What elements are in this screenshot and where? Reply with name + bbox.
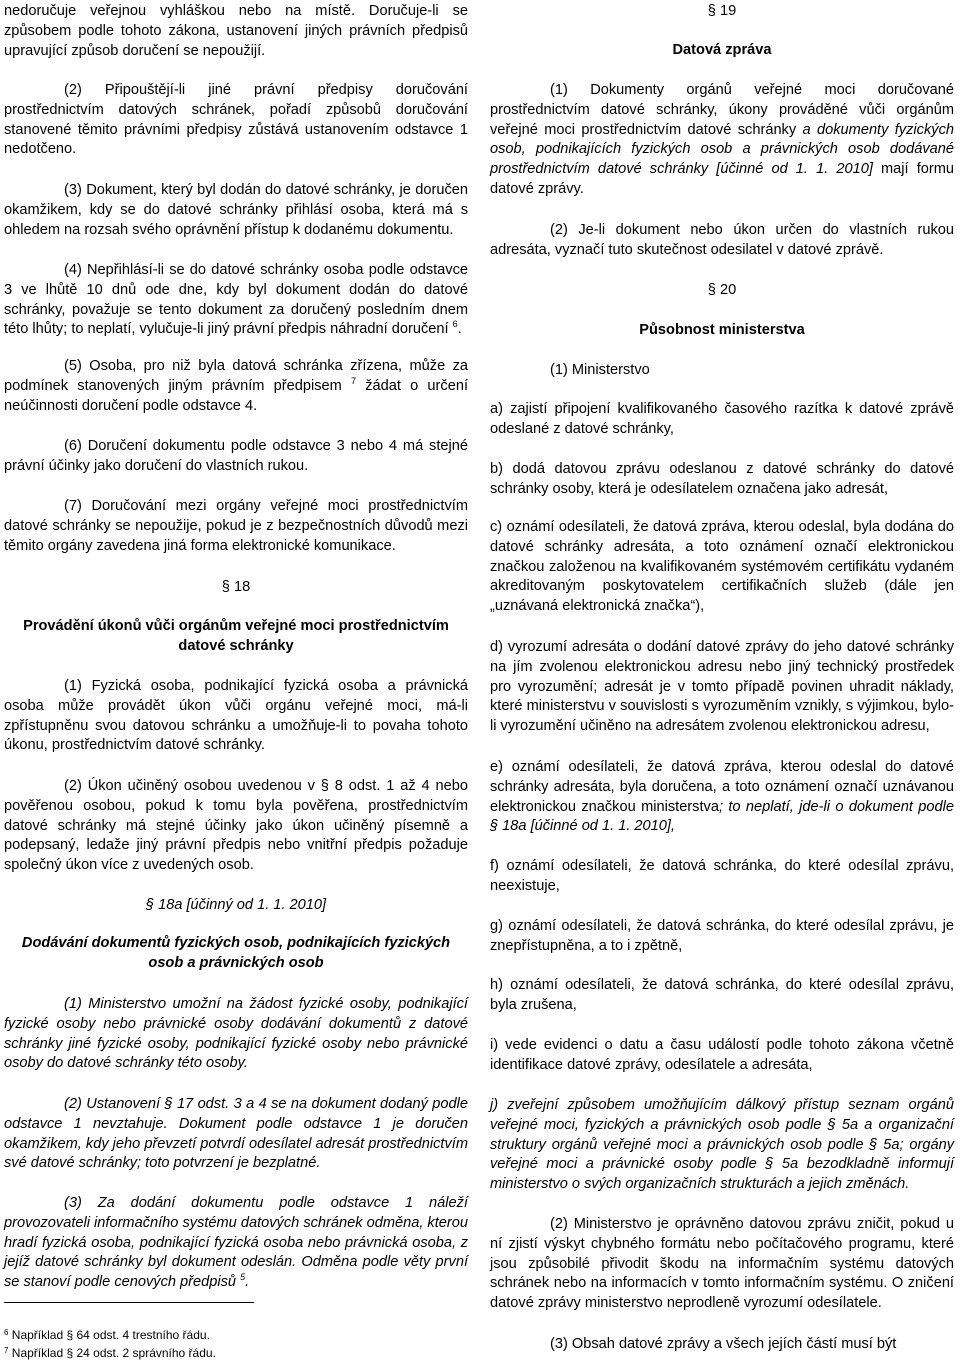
s17-paragraph-5 bbox=[4, 357, 468, 416]
s17-paragraph-7: (7) Doručování mezi orgány veřejné moci prostřednictvím datové schránky se nepoužije, pokud je z bezpečnostních důvodů mezi těmito orgány zavedena jiná forma elektronické komunikace. bbox=[4, 498, 468, 554]
section-19-title: Datová zpráva bbox=[672, 42, 772, 58]
s18a-p3-end: . bbox=[245, 1274, 250, 1291]
s19-paragraph-2: (2) Je-li dokument nebo úkon určen do vlastních rukou adresáta, vyznačí tuto skutečnost odesilatel v datové zprávě. bbox=[490, 222, 954, 258]
s20-item-a: a) zajistí připojení kvalifikovaného časového razítka k datové zprávě odeslané z datové schránky, bbox=[490, 401, 954, 437]
s19-p1-text-c: mají formu datové zprávy. bbox=[490, 161, 955, 197]
s19-paragraph-1 bbox=[490, 81, 954, 200]
section-18-number: § 18 bbox=[221, 579, 251, 595]
footnote-6-number: 6 bbox=[4, 1328, 9, 1337]
s18-paragraph-2: (2) Úkon učiněný osobou uvedenou v § 8 odst. 1 až 4 nebo pověřenou osobou, pokud k tomu byla pověřena, prostřednictvím datové schránky má stejné účinky jako úkon učiněný písemně a podepsaný, ledaže jiný právní předpis nebo vnitřní předpis požaduje společný úkon více z uvedených osob. bbox=[4, 778, 468, 874]
s20-item-c: c) oznámí odesílateli, že datová zpráva, kterou odeslal, byla dodána do datové schránky adresáta, a toto oznámení označí elektronickou značkou založenou na kvalifikovaném systémovém certifikátu vydaném akreditovaným poskytovatelem certifikačních služeb (dále jen „uznávaná elektronická značka“), bbox=[490, 519, 954, 615]
footnote-7 bbox=[4, 1345, 216, 1361]
intro-paragraph: nedoručuje veřejnou vyhláškou nebo na místě. Doručuje-li se způsobem podle tohoto zákona, ustanovení jiných právních předpisů upravující způsob doručení se nepoužijí. bbox=[4, 3, 468, 59]
s20-item-i: i) vede evidenci o datu a času událostí podle tohoto zákona včetně identifikace datové zprávy, odesílatele a adresáta, bbox=[490, 1037, 954, 1073]
s17-p4-end: . bbox=[457, 321, 462, 338]
s17-p5-text-b: žádat o určení neúčinnosti doručení podle odstavce 4. bbox=[4, 377, 468, 414]
s17-p4-text: (4) Nepřihlásí-li se do datové schránky osoba podle odstavce 3 ve lhůtě 10 dnů ode dne, kdy byl dokument dodán do datové schránky, považuje se tento dokument za doručený posledním dnem této lhůty; to neplatí, vylučuje-li jiný právní předpis náhradní doručení bbox=[4, 262, 468, 338]
s18a-paragraph-1: (1) Ministerstvo umožní na žádost fyzické osoby, podnikající fyzické osoby nebo právnické osoby dodávání dokumentů z datové schránky jiné fyzické osoby, podnikající fyzické osoby nebo právnické osoby do datové schránky této osoby. bbox=[4, 996, 468, 1072]
footnote-7-text: Například § 24 odst. 2 správního řádu. bbox=[8, 1346, 216, 1360]
footnote-7-number: 7 bbox=[4, 1346, 9, 1355]
s17-paragraph-2: (2) Připouštějí-li jiné právní předpisy doručování prostřednictvím datových schránek, pořadí způsobů doručování stanovené těmito právními předpisy zůstává ustanovením odstavce 1 nedotčeno. bbox=[4, 82, 468, 158]
s20-item-b: b) dodá datovou zprávu odeslanou z datové schránky do datové schránky osoby, která je odesílatelem označena jako adresát, bbox=[490, 461, 954, 497]
s20-item-d: d) vyrozumí adresáta o dodání datové zprávy do jeho datové schránky na jím zvolenou elektronickou adresu nebo jiný technický prostředek pro vyrozumění; adresát je v tomto případě povinen uhradit náklady, které ministerstvu v souvislosti s vyrozuměním vznikly, s výjimkou, bylo-li vyrozumění učiněno na adresátem zvolenou elektronickou adresu, bbox=[490, 639, 954, 735]
section-18a-number: § 18a [účinný od 1. 1. 2010] bbox=[145, 897, 327, 913]
s17-paragraph-3: (3) Dokument, který byl dodán do datové schránky, je doručen okamžikem, kdy se do datové schránky přihlásí osoba, která má s ohledem na rozsah svého oprávnění přístup k dodanému dokumentu. bbox=[4, 182, 468, 238]
s19-p1-text-b: a dokumenty fyzických osob, podnikajících fyzických osob a právnických osob dodávané prostřednictvím datové schránky [účinné od 1. 1. 2010] bbox=[490, 121, 954, 178]
section-20-title: Působnost ministerstva bbox=[639, 322, 805, 338]
s17-paragraph-4 bbox=[4, 261, 468, 340]
footnote-separator bbox=[4, 1302, 254, 1303]
section-20-number: § 20 bbox=[707, 282, 737, 298]
footnote-ref-6[interactable]: 6 bbox=[452, 319, 458, 330]
s17-paragraph-6: (6) Doručení dokumentu podle odstavce 3 nebo 4 má stejné právní účinky jako doručení do vlastních rukou. bbox=[4, 438, 468, 474]
s20-item-e bbox=[490, 758, 954, 837]
footnote-6-text: Například § 64 odst. 4 trestního řádu. bbox=[8, 1328, 210, 1342]
section-18-title: Provádění úkonů vůči orgánům veřejné moci prostřednictvím datové schránky bbox=[23, 618, 449, 654]
section-18a-title: Dodávání dokumentů fyzických osob, podnikajících fyzických osob a právnických osob bbox=[21, 935, 451, 971]
s20-paragraph-3: (3) Obsah datové zprávy a všech jejích částí musí být bbox=[550, 1336, 897, 1352]
s20-paragraph-2: (2) Ministerstvo je oprávněno datovou zprávu zničit, pokud u ní zjistí výskyt chybného formátu nebo počítačového programu, které jsou způsobilé přivodit škodu na informačním systému datových schránek nebo na informacích v tomto informačním systému. O zničení datové zprávy ministerstvo neprodleně vyrozumí odesílatele. bbox=[490, 1216, 954, 1312]
s17-p5-text-a: (5) Osoba, pro niž byla datová schránka zřízena, může za podmínek stanovených jiným právním předpisem bbox=[4, 358, 468, 394]
s18a-p3-text: (3) Za dodání dokumentu podle odstavce 1 náleží provozovateli informačního systému datových schránek odměna, kterou hradí fyzická osoba, podnikající fyzická osoba nebo právnická osoba, z jejíž datové schránky byl dokument odeslán. Odměna podle věty první se stanoví podle cenových předpisů bbox=[4, 1195, 468, 1291]
footnote-6 bbox=[4, 1327, 210, 1343]
s20-item-f: f) oznámí odesílateli, že datová schránka, do které odesílal zprávu, neexistuje, bbox=[490, 858, 954, 894]
footnote-ref-5[interactable]: 5 bbox=[240, 1272, 246, 1283]
section-19-number: § 19 bbox=[707, 3, 737, 19]
s19-p1-text-a: (1) Dokumenty orgánů veřejné moci doručované prostřednictvím datové schránky, úkony prováděné vůči orgánům veřejné moci prostřednictvím datové schránky bbox=[490, 82, 954, 138]
footnote-ref-7[interactable]: 7 bbox=[350, 375, 356, 386]
s18-paragraph-1: (1) Fyzická osoba, podnikající fyzická osoba a právnická osoba může provádět úkon vůči orgánu veřejné moci, má-li zpřístupněnu svou datovou schránku a umožňuje-li to povaha tohoto úkonu, prostřednictvím datové schránky. bbox=[4, 678, 468, 754]
s20-item-e-italic: ; to neplatí, jde-li o dokument podle § 18a [účinné od 1. 1. 2010], bbox=[490, 798, 954, 835]
s20-item-e-text: e) oznámí odesílateli, že datová zpráva, kterou odeslal do datové schránky adresáta, byla doručena, a toto oznámení označí uznávanou elektronickou značkou ministerstva bbox=[490, 759, 954, 815]
s20-item-h: h) oznámí odesílateli, že datová schránka, do které odesílal zprávu, byla zrušena, bbox=[490, 977, 954, 1013]
s20-item-g: g) oznámí odesílateli, že datová schránka, do které odesílal zprávu, je znepřístupněna, a to i zpětně, bbox=[490, 918, 954, 954]
s18a-paragraph-2: (2) Ustanovení § 17 odst. 3 a 4 se na dokument dodaný podle odstavce 1 nevztahuje. Dokument podle odstavce 1 je doručen okamžikem, kdy jeho převzetí potvrdí odesílatel adresát prostřednictvím své datové schránky; toto potvrzení je bezplatné. bbox=[4, 1096, 468, 1172]
s18a-paragraph-3 bbox=[4, 1194, 468, 1293]
s20-item-j: j) zveřejní způsobem umožňujícím dálkový přístup seznam orgánů veřejné moci, fyzických a právnických osob podle § 5a a organizační struktury orgánů veřejné moci a právnických osob podle § 5a; orgány veřejné moci a právnické osoby podle § 5a bezodkladně informují ministerstvo o svých organizačních strukturách a jejich změnách. bbox=[490, 1097, 954, 1193]
s20-paragraph-1: (1) Ministerstvo bbox=[550, 362, 650, 378]
